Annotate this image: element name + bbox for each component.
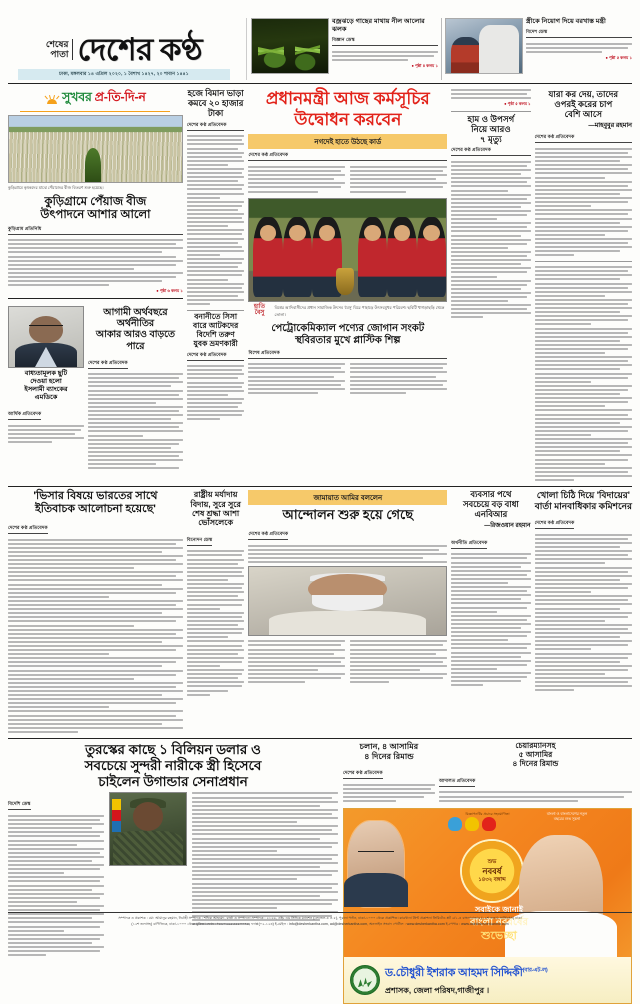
nbr-byline: অর্থনীতি প্রতিবেদক [451, 539, 487, 549]
third-band [8, 742, 632, 1004]
cash-byline: দেশের কণ্ঠ প্রতিবেদক [248, 151, 447, 161]
banker-portrait [8, 306, 84, 368]
uganda-byline: বিদেশি ডেস্ক [8, 800, 31, 810]
tribal-festival-photo [248, 198, 447, 302]
teaser-headline: বজ্রঝড়ে গাছের মাথায় নীল আলোর ঝলক [332, 18, 425, 34]
jump-line[interactable]: ● পৃষ্ঠা ৪ কলম ১ [411, 63, 438, 69]
newspaper-logo: দেশের কণ্ঠ [77, 31, 203, 67]
column-mid-narrow-left [187, 89, 245, 483]
divider [441, 18, 442, 80]
sub-byline: আর্থিক প্রতিবেদক [8, 410, 41, 420]
new-year-advertisement[interactable] [343, 808, 632, 1004]
jump-line[interactable]: ● পৃষ্ঠা ৫ কলম ১ [504, 101, 531, 107]
lead-headline[interactable]: প্রধানমন্ত্রী আজ কর্মসূচির উদ্বোধন করবেন [265, 89, 430, 129]
portrait-caption: বাধ্যতামূলক ছুটি দেওয়া হলো ইসলামী ব্যাংকের এমডিকে [24, 370, 68, 402]
top-teaser-1[interactable] [251, 18, 438, 80]
haj-body [187, 135, 245, 307]
plastic-headline[interactable]: পেট্রোকেমিক্যাল পণ্যের জোগান সংকট স্থবিরতার মুখে প্লাস্টিক শিল্প [271, 323, 425, 346]
plastic-byline: বিশেষ প্রতিবেদক [248, 349, 447, 359]
nbr-attribution: —রিজওয়ান রহমান [484, 522, 531, 529]
ad-top-note: বিজ্ঞাপনটির প্রচারে সহযোগিতা [465, 812, 510, 817]
visa-byline: দেশের কণ্ঠ প্রতিবেদক [8, 524, 48, 534]
zila-parishad-logo-icon [350, 965, 380, 995]
page-footer [8, 912, 632, 928]
sukhobor-byline: কুড়িগ্রাম প্রতিনিধি [8, 225, 183, 235]
ad-greeting: সবাইকে জানাই বাংলা নববর্ষের শুভেচ্ছা [469, 905, 529, 942]
teaser-body [332, 51, 438, 63]
column-center [248, 89, 447, 483]
photo-caption: কুড়িগ্রামে কৃষকদের মাঝে পেঁয়াজের বীজ বিতরণ শুরু হয়েছে। [8, 184, 104, 190]
asha-byline: বিনোদন ডেস্ক [187, 536, 212, 546]
column-left [8, 89, 183, 483]
masthead-rule [8, 83, 632, 84]
ad-footer [344, 957, 631, 1003]
tax-quote-headline[interactable]: যারা কর দেয়, তাদের ওপরই করের চাপ বেশি আসে [548, 89, 619, 120]
jamaat-leader-photo [248, 566, 447, 636]
haj-headline[interactable]: হজে বিমান ভাড়া কমবে ২০ হাজার টাকা [187, 88, 244, 118]
masthead-logo-block [8, 31, 240, 80]
jamaat-headline: আন্দোলন শুরু হয়ে গেছে [282, 507, 414, 523]
top-teaser-boxes [246, 18, 632, 80]
uganda-story[interactable]: তুরস্কের কাছে ১ বিলিয়ন ডলার ও সবচেয়ে সুন্দরী নারীকে স্ত্রী হিসেবে চাইলেন উগান্ডার সেনাপ্রধান বিদেশি ডেস্ক [8, 742, 338, 1004]
chairman-remand-story[interactable]: চেয়ারম্যানসহ ৫ আসামির ৪ দিনের রিমান্ড আদালত প্রতিবেদক [439, 742, 632, 804]
tax-quote-attribution: —মাহবুবুর রহমান [588, 122, 632, 130]
column-right [535, 89, 632, 483]
measles-byline: দেশের কণ্ঠ প্রতিবেদক [451, 146, 530, 156]
column-mid-narrow-right [451, 89, 530, 483]
remand-story[interactable]: চলান, ৪ আসামির ৪ দিনের রিমান্ড দেশের কণ্ঠ প্রতিবেদক [343, 742, 435, 804]
advertiser-photo-left [348, 821, 404, 907]
youth-byline: দেশের কণ্ঠ প্রতিবেদক [187, 351, 245, 361]
sukhobor-title-2: প্র-তি-দি-ন [94, 90, 146, 104]
footer-line-1: সম্পাদক ও প্রকাশক : মো: আমানুর রহমান, নির্বাহী সম্পাদক : শফিক আহমেদ, বার্তা ও সম্পাদনা সম্পাদক : ২১২৬, এইচ এম সিদ্দিক ম্যানশন (লেভেল-৪ ও ৫), পুরানা পল্টন, ঢাকা-১০০০ থেকে প্রকাশিত। কারখানা প্রিন্ট প্রকাশনা লিমিটেড প্লট ২/১-এ বাংলাবাজার (১৯শ তলায় সার্ভিসেস) ঢাকা [118, 916, 522, 921]
jamaat-band[interactable]: জামায়াত আমির বললেন [248, 490, 447, 505]
jump-line[interactable]: ● পৃষ্ঠা ৫ কলম ১ [605, 54, 632, 60]
haj-byline: দেশের কণ্ঠ প্রতিবেদক [187, 121, 245, 131]
nbr-story[interactable]: ব্যবসার পথে সবচেয়ে বড় বাধা এনবিআর —রিজওয়ান রহমান অর্থনীতি প্রতিবেদক [451, 490, 530, 735]
new-year-seal: শুভ নববর্ষ ১৪৩২ বঙ্গাব্দ [462, 841, 522, 901]
tribal-caption: বিশ্বের আদিবাসীদের প্রধান সামাজিক উৎসব 'বৈসু' ঘিরে পাহাড়ে উৎসবমুখর পরিবেশ। ছবিটি খাগড়াছড়ি থেকে তোলা। [274, 305, 445, 318]
sun-icon [45, 94, 59, 104]
advertiser-name: ড.চৌধুরী ইশরাক আহমদ সিদ্দিকী$^{(বার-এট-ল)}$ [385, 966, 548, 979]
second-band [8, 490, 632, 735]
cash-band-label[interactable]: নগদেই হাতে উঠছে কার্ড [248, 134, 447, 149]
top-teaser-2[interactable] [445, 18, 632, 80]
footer-line-2: (১২শ তলাসহ) বাণিজ্যিক, ঢাকা-১০০০ থেকে মুদ্রিত। ফোন : +৮৮০২৯৫৫৫৫০০৭৮, ফ্যাক্স(০২-১২৩) ই-মেইল : info@desherkantha.com, ad@desherkantha.com, অনলাইন সংবাদ পোর্টাল : www.desherkantha.com ই-পেপার : www.dainikdesherkantha.com [131, 922, 509, 927]
teaser-headline: স্ত্রীকে নিয়োগ দিয়ে বরখাস্ত মন্ত্রী [526, 18, 606, 25]
economy-headline: আগামী অর্থবছরে অর্থনীতির আকার আরও বাড়তে পারে [95, 306, 175, 351]
measles-headline[interactable]: হাম ও উপসর্গ নিয়ে আরও ৭ মৃত্যু [467, 113, 515, 145]
jamaat-byline: দেশের কণ্ঠ প্রতিবেদক [248, 530, 288, 540]
sukhobor-body [8, 239, 183, 288]
economy-story[interactable] [8, 306, 183, 471]
sukhobor-rule [20, 111, 170, 113]
teaser-byline: বিজ্ঞান ডেস্ক [332, 36, 438, 46]
photo-badge: হাতি বৈসু [253, 303, 266, 317]
section-label: শেষের পাতা [46, 39, 74, 60]
tax-quote-byline: দেশের কণ্ঠ প্রতিবেদক [535, 133, 632, 143]
remand-byline: দেশের কণ্ঠ প্রতিবেদক [343, 769, 383, 779]
army-chief-photo [109, 792, 187, 866]
hr-byline: দেশের কণ্ঠ প্রতিবেদক [535, 519, 575, 529]
chairman-byline: আদালত প্রতিবেদক [439, 777, 475, 787]
onion-field-photo [8, 115, 183, 183]
sukhobor-headline: কুড়িগ্রামে পেঁয়াজ বীজ উৎপাদনে আশার আলো [40, 195, 151, 222]
section-rule [8, 486, 632, 487]
sukhobor-title-1: সুখবর [62, 90, 92, 104]
jamaat-story[interactable] [248, 490, 447, 735]
main-content [8, 89, 632, 483]
visa-story[interactable]: 'ভিসার বিষয়ে ভারতের সাথে ইতিবাচক আলোচনা হয়েছে' দেশের কণ্ঠ প্রতিবেদক [8, 490, 183, 735]
youth-headline[interactable]: বনানীতে সিসা বারে আটকদের বিদেশি তরুণ যুবক ভ্রমণকারী [193, 311, 239, 348]
teaser-body [526, 43, 632, 55]
asha-bhosle-story[interactable]: রাষ্ট্রীয় মর্যাদায় বিদায়, সুরে সুরে শেষ শ্রদ্ধা আশা ভোঁসলেকে বিনোদন ডেস্ক [187, 490, 245, 735]
minister-photo [445, 18, 523, 74]
advertiser-title: প্রশাসক, জেলা পরিষদ,গাজীপুর । [385, 985, 490, 995]
ad-side-note: বাংলা ও বাংলাদেশের নতুন বছরের শুভ সূচনা [546, 812, 587, 822]
advertisement-block [343, 742, 632, 1004]
jump-line[interactable]: ● পৃষ্ঠা ৬ কলম ১ [156, 288, 183, 294]
masthead [8, 6, 632, 80]
section-rule-2 [8, 738, 632, 739]
sukhobor-banner [8, 89, 183, 109]
teaser-byline: বিদেশ ডেস্ক [526, 28, 632, 38]
hr-commission-story[interactable]: খোলা চিঠি দিয়ে 'বিদায়ের' বার্তা মানবাধিকার কমিশনের দেশের কণ্ঠ প্রতিবেদক [535, 490, 632, 735]
economy-byline: দেশের কণ্ঠ প্রতিবেদক [88, 359, 128, 369]
dateline: ঢাকা, মঙ্গলবার ১৪ এপ্রিল ২০২০, ১ বৈশাখ ১৪২৭, ২০ শাবান ১৪৪১ [18, 69, 230, 80]
plant-photo [251, 18, 329, 74]
festival-motifs [448, 817, 496, 831]
